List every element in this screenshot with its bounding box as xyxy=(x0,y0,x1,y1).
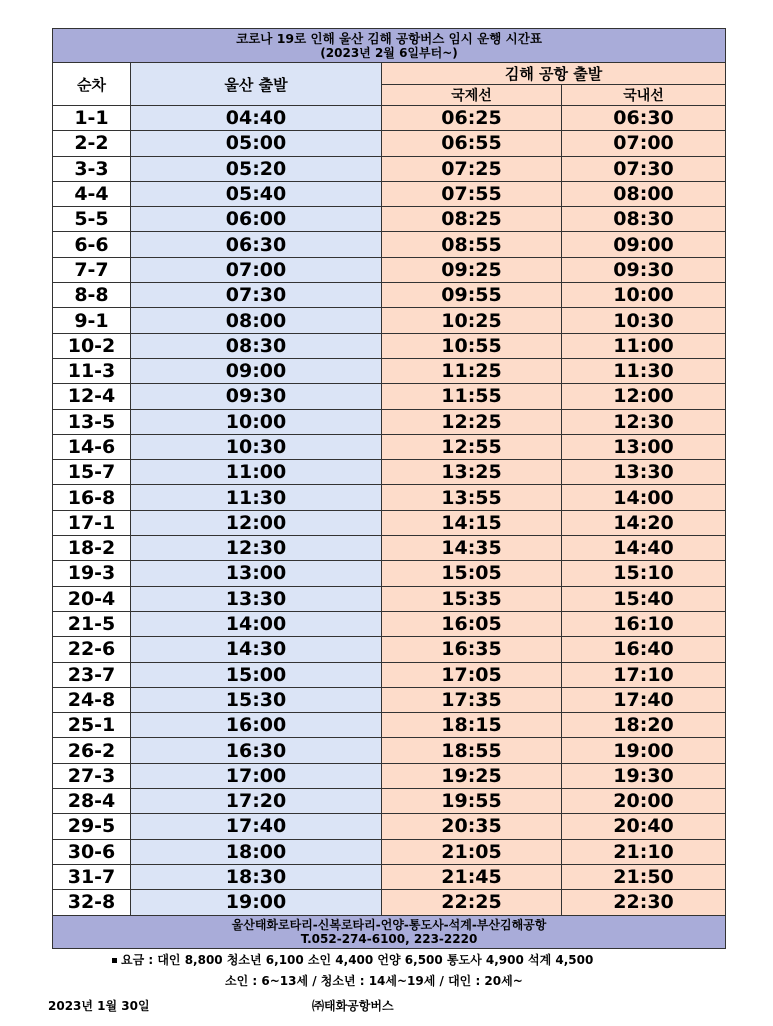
header-seq: 순차 xyxy=(53,63,131,106)
dom-time-cell: 16:10 xyxy=(562,611,726,636)
seq-cell: 18-2 xyxy=(53,536,131,561)
ulsan-time-cell: 11:00 xyxy=(131,460,382,485)
ulsan-time-cell: 07:00 xyxy=(131,257,382,282)
dom-time-cell: 16:40 xyxy=(562,637,726,662)
intl-time-cell: 11:25 xyxy=(382,358,562,383)
ulsan-time-cell: 18:30 xyxy=(131,864,382,889)
dom-time-cell: 14:00 xyxy=(562,485,726,510)
ulsan-time-cell: 04:40 xyxy=(131,106,382,131)
seq-cell: 28-4 xyxy=(53,789,131,814)
seq-cell: 13-5 xyxy=(53,409,131,434)
dom-time-cell: 11:00 xyxy=(562,333,726,358)
dom-time-cell: 07:30 xyxy=(562,156,726,181)
seq-cell: 26-2 xyxy=(53,738,131,763)
seq-cell: 2-2 xyxy=(53,131,131,156)
seq-cell: 24-8 xyxy=(53,687,131,712)
title-line2: (2023년 2월 6일부터~) xyxy=(320,45,458,60)
table-row xyxy=(53,738,726,763)
header-gimhae-departure: 김해 공항 출발 xyxy=(382,63,726,85)
seq-cell: 1-1 xyxy=(53,106,131,131)
dom-time-cell: 20:00 xyxy=(562,789,726,814)
header-international: 국제선 xyxy=(382,85,562,106)
intl-time-cell: 16:05 xyxy=(382,611,562,636)
ulsan-time-cell: 13:30 xyxy=(131,586,382,611)
table-row xyxy=(53,586,726,611)
route-text: 울산태화로타리-신복로타리-언양-통도사-석계-부산김해공항 xyxy=(231,917,547,932)
intl-time-cell: 17:05 xyxy=(382,662,562,687)
ulsan-time-cell: 13:00 xyxy=(131,561,382,586)
intl-time-cell: 18:55 xyxy=(382,738,562,763)
intl-time-cell: 11:55 xyxy=(382,384,562,409)
seq-cell: 31-7 xyxy=(53,864,131,889)
table-row xyxy=(53,384,726,409)
seq-cell: 10-2 xyxy=(53,333,131,358)
ulsan-time-cell: 12:30 xyxy=(131,536,382,561)
ulsan-time-cell: 18:00 xyxy=(131,839,382,864)
table-row xyxy=(53,485,726,510)
title-row xyxy=(53,29,726,63)
intl-time-cell: 09:55 xyxy=(382,283,562,308)
seq-cell: 8-8 xyxy=(53,283,131,308)
dom-time-cell: 20:40 xyxy=(562,814,726,839)
table-row xyxy=(53,561,726,586)
intl-time-cell: 16:35 xyxy=(382,637,562,662)
intl-time-cell: 18:15 xyxy=(382,713,562,738)
table-row xyxy=(53,358,726,383)
ulsan-time-cell: 10:00 xyxy=(131,409,382,434)
dom-time-cell: 13:00 xyxy=(562,434,726,459)
ulsan-time-cell: 11:30 xyxy=(131,485,382,510)
table-row xyxy=(53,637,726,662)
dom-time-cell: 10:00 xyxy=(562,283,726,308)
intl-time-cell: 20:35 xyxy=(382,814,562,839)
ulsan-time-cell: 05:40 xyxy=(131,181,382,206)
ulsan-time-cell: 10:30 xyxy=(131,434,382,459)
title-line1: 코로나 19로 인해 울산 김해 공항버스 임시 운행 시간표 xyxy=(236,30,542,46)
dom-time-cell: 22:30 xyxy=(562,890,726,915)
header-ulsan-departure: 울산 출발 xyxy=(131,63,382,106)
seq-cell: 22-6 xyxy=(53,637,131,662)
seq-cell: 5-5 xyxy=(53,207,131,232)
intl-time-cell: 09:25 xyxy=(382,257,562,282)
table-row xyxy=(53,156,726,181)
table-row xyxy=(53,789,726,814)
ulsan-time-cell: 16:30 xyxy=(131,738,382,763)
dom-time-cell: 07:00 xyxy=(562,131,726,156)
seq-cell: 21-5 xyxy=(53,611,131,636)
dom-time-cell: 13:30 xyxy=(562,460,726,485)
seq-cell: 27-3 xyxy=(53,763,131,788)
timetable-sheet xyxy=(52,28,725,949)
ulsan-time-cell: 05:20 xyxy=(131,156,382,181)
table-title xyxy=(53,29,726,63)
seq-cell: 29-5 xyxy=(53,814,131,839)
seq-cell: 20-4 xyxy=(53,586,131,611)
table-row xyxy=(53,409,726,434)
fare-note xyxy=(112,951,712,968)
ulsan-time-cell: 09:30 xyxy=(131,384,382,409)
dom-time-cell: 09:30 xyxy=(562,257,726,282)
table-row xyxy=(53,510,726,535)
seq-cell: 23-7 xyxy=(53,662,131,687)
dom-time-cell: 17:40 xyxy=(562,687,726,712)
seq-cell: 30-6 xyxy=(53,839,131,864)
table-row xyxy=(53,662,726,687)
seq-cell: 32-8 xyxy=(53,890,131,915)
timetable xyxy=(52,28,726,949)
square-bullet-icon xyxy=(112,958,117,963)
seq-cell: 16-8 xyxy=(53,485,131,510)
table-row xyxy=(53,460,726,485)
intl-time-cell: 07:55 xyxy=(382,181,562,206)
intl-time-cell: 08:55 xyxy=(382,232,562,257)
ulsan-time-cell: 08:00 xyxy=(131,308,382,333)
dom-time-cell: 12:00 xyxy=(562,384,726,409)
fare-text: 요금 : 대인 8,800 청소년 6,100 소인 4,400 언양 6,500 통도사 4,900 석계 4,500 xyxy=(121,953,594,967)
table-row xyxy=(53,308,726,333)
intl-time-cell: 14:15 xyxy=(382,510,562,535)
seq-cell: 15-7 xyxy=(53,460,131,485)
table-row xyxy=(53,333,726,358)
company-name: ㈜태화공항버스 xyxy=(312,999,394,1013)
seq-cell: 3-3 xyxy=(53,156,131,181)
ulsan-time-cell: 14:00 xyxy=(131,611,382,636)
intl-time-cell: 13:55 xyxy=(382,485,562,510)
dom-time-cell: 11:30 xyxy=(562,358,726,383)
dom-time-cell: 17:10 xyxy=(562,662,726,687)
intl-time-cell: 17:35 xyxy=(382,687,562,712)
intl-time-cell: 14:35 xyxy=(382,536,562,561)
dom-time-cell: 14:20 xyxy=(562,510,726,535)
table-row xyxy=(53,232,726,257)
seq-cell: 11-3 xyxy=(53,358,131,383)
dom-time-cell: 10:30 xyxy=(562,308,726,333)
table-row xyxy=(53,890,726,915)
phone-text: T.052-274-6100, 223-2220 xyxy=(300,931,478,946)
ulsan-time-cell: 17:00 xyxy=(131,763,382,788)
dom-time-cell: 21:50 xyxy=(562,864,726,889)
intl-time-cell: 21:05 xyxy=(382,839,562,864)
seq-cell: 12-4 xyxy=(53,384,131,409)
table-row xyxy=(53,611,726,636)
dom-time-cell: 21:10 xyxy=(562,839,726,864)
issue-date: 2023년 1월 30일 xyxy=(48,999,150,1013)
ulsan-time-cell: 17:20 xyxy=(131,789,382,814)
ulsan-time-cell: 17:40 xyxy=(131,814,382,839)
seq-cell: 14-6 xyxy=(53,434,131,459)
intl-time-cell: 06:25 xyxy=(382,106,562,131)
ulsan-time-cell: 06:00 xyxy=(131,207,382,232)
ulsan-time-cell: 08:30 xyxy=(131,333,382,358)
seq-cell: 17-1 xyxy=(53,510,131,535)
seq-cell: 25-1 xyxy=(53,713,131,738)
intl-time-cell: 10:55 xyxy=(382,333,562,358)
dom-time-cell: 08:30 xyxy=(562,207,726,232)
dom-time-cell: 08:00 xyxy=(562,181,726,206)
intl-time-cell: 06:55 xyxy=(382,131,562,156)
dom-time-cell: 19:00 xyxy=(562,738,726,763)
table-row xyxy=(53,106,726,131)
ulsan-time-cell: 05:00 xyxy=(131,131,382,156)
intl-time-cell: 12:25 xyxy=(382,409,562,434)
table-row xyxy=(53,131,726,156)
header-domestic: 국내선 xyxy=(562,85,726,106)
ulsan-time-cell: 12:00 xyxy=(131,510,382,535)
table-row xyxy=(53,687,726,712)
dom-time-cell: 06:30 xyxy=(562,106,726,131)
ulsan-time-cell: 06:30 xyxy=(131,232,382,257)
dom-time-cell: 12:30 xyxy=(562,409,726,434)
ulsan-time-cell: 09:00 xyxy=(131,358,382,383)
seq-cell: 9-1 xyxy=(53,308,131,333)
table-row xyxy=(53,713,726,738)
table-row xyxy=(53,207,726,232)
dom-time-cell: 15:10 xyxy=(562,561,726,586)
intl-time-cell: 19:55 xyxy=(382,789,562,814)
dom-time-cell: 09:00 xyxy=(562,232,726,257)
intl-time-cell: 19:25 xyxy=(382,763,562,788)
intl-time-cell: 15:05 xyxy=(382,561,562,586)
seq-cell: 19-3 xyxy=(53,561,131,586)
intl-time-cell: 10:25 xyxy=(382,308,562,333)
table-row xyxy=(53,814,726,839)
ulsan-time-cell: 16:00 xyxy=(131,713,382,738)
ulsan-time-cell: 07:30 xyxy=(131,283,382,308)
ulsan-time-cell: 15:30 xyxy=(131,687,382,712)
intl-time-cell: 07:25 xyxy=(382,156,562,181)
dom-time-cell: 14:40 xyxy=(562,536,726,561)
ulsan-time-cell: 19:00 xyxy=(131,890,382,915)
table-row xyxy=(53,434,726,459)
table-row xyxy=(53,283,726,308)
seq-cell: 6-6 xyxy=(53,232,131,257)
table-row xyxy=(53,536,726,561)
dom-time-cell: 15:40 xyxy=(562,586,726,611)
table-row xyxy=(53,763,726,788)
age-note: 소인 : 6~13세 / 청소년 : 14세~19세 / 대인 : 20세~ xyxy=(225,974,523,988)
seq-cell: 4-4 xyxy=(53,181,131,206)
table-row xyxy=(53,864,726,889)
footer-row xyxy=(53,915,726,948)
dom-time-cell: 18:20 xyxy=(562,713,726,738)
ulsan-time-cell: 15:00 xyxy=(131,662,382,687)
seq-cell: 7-7 xyxy=(53,257,131,282)
ulsan-time-cell: 14:30 xyxy=(131,637,382,662)
table-row xyxy=(53,257,726,282)
intl-time-cell: 15:35 xyxy=(382,586,562,611)
dom-time-cell: 19:30 xyxy=(562,763,726,788)
intl-time-cell: 08:25 xyxy=(382,207,562,232)
table-row xyxy=(53,181,726,206)
table-row xyxy=(53,839,726,864)
route-info xyxy=(53,915,726,948)
header-row-1 xyxy=(53,63,726,85)
intl-time-cell: 13:25 xyxy=(382,460,562,485)
intl-time-cell: 12:55 xyxy=(382,434,562,459)
intl-time-cell: 21:45 xyxy=(382,864,562,889)
intl-time-cell: 22:25 xyxy=(382,890,562,915)
